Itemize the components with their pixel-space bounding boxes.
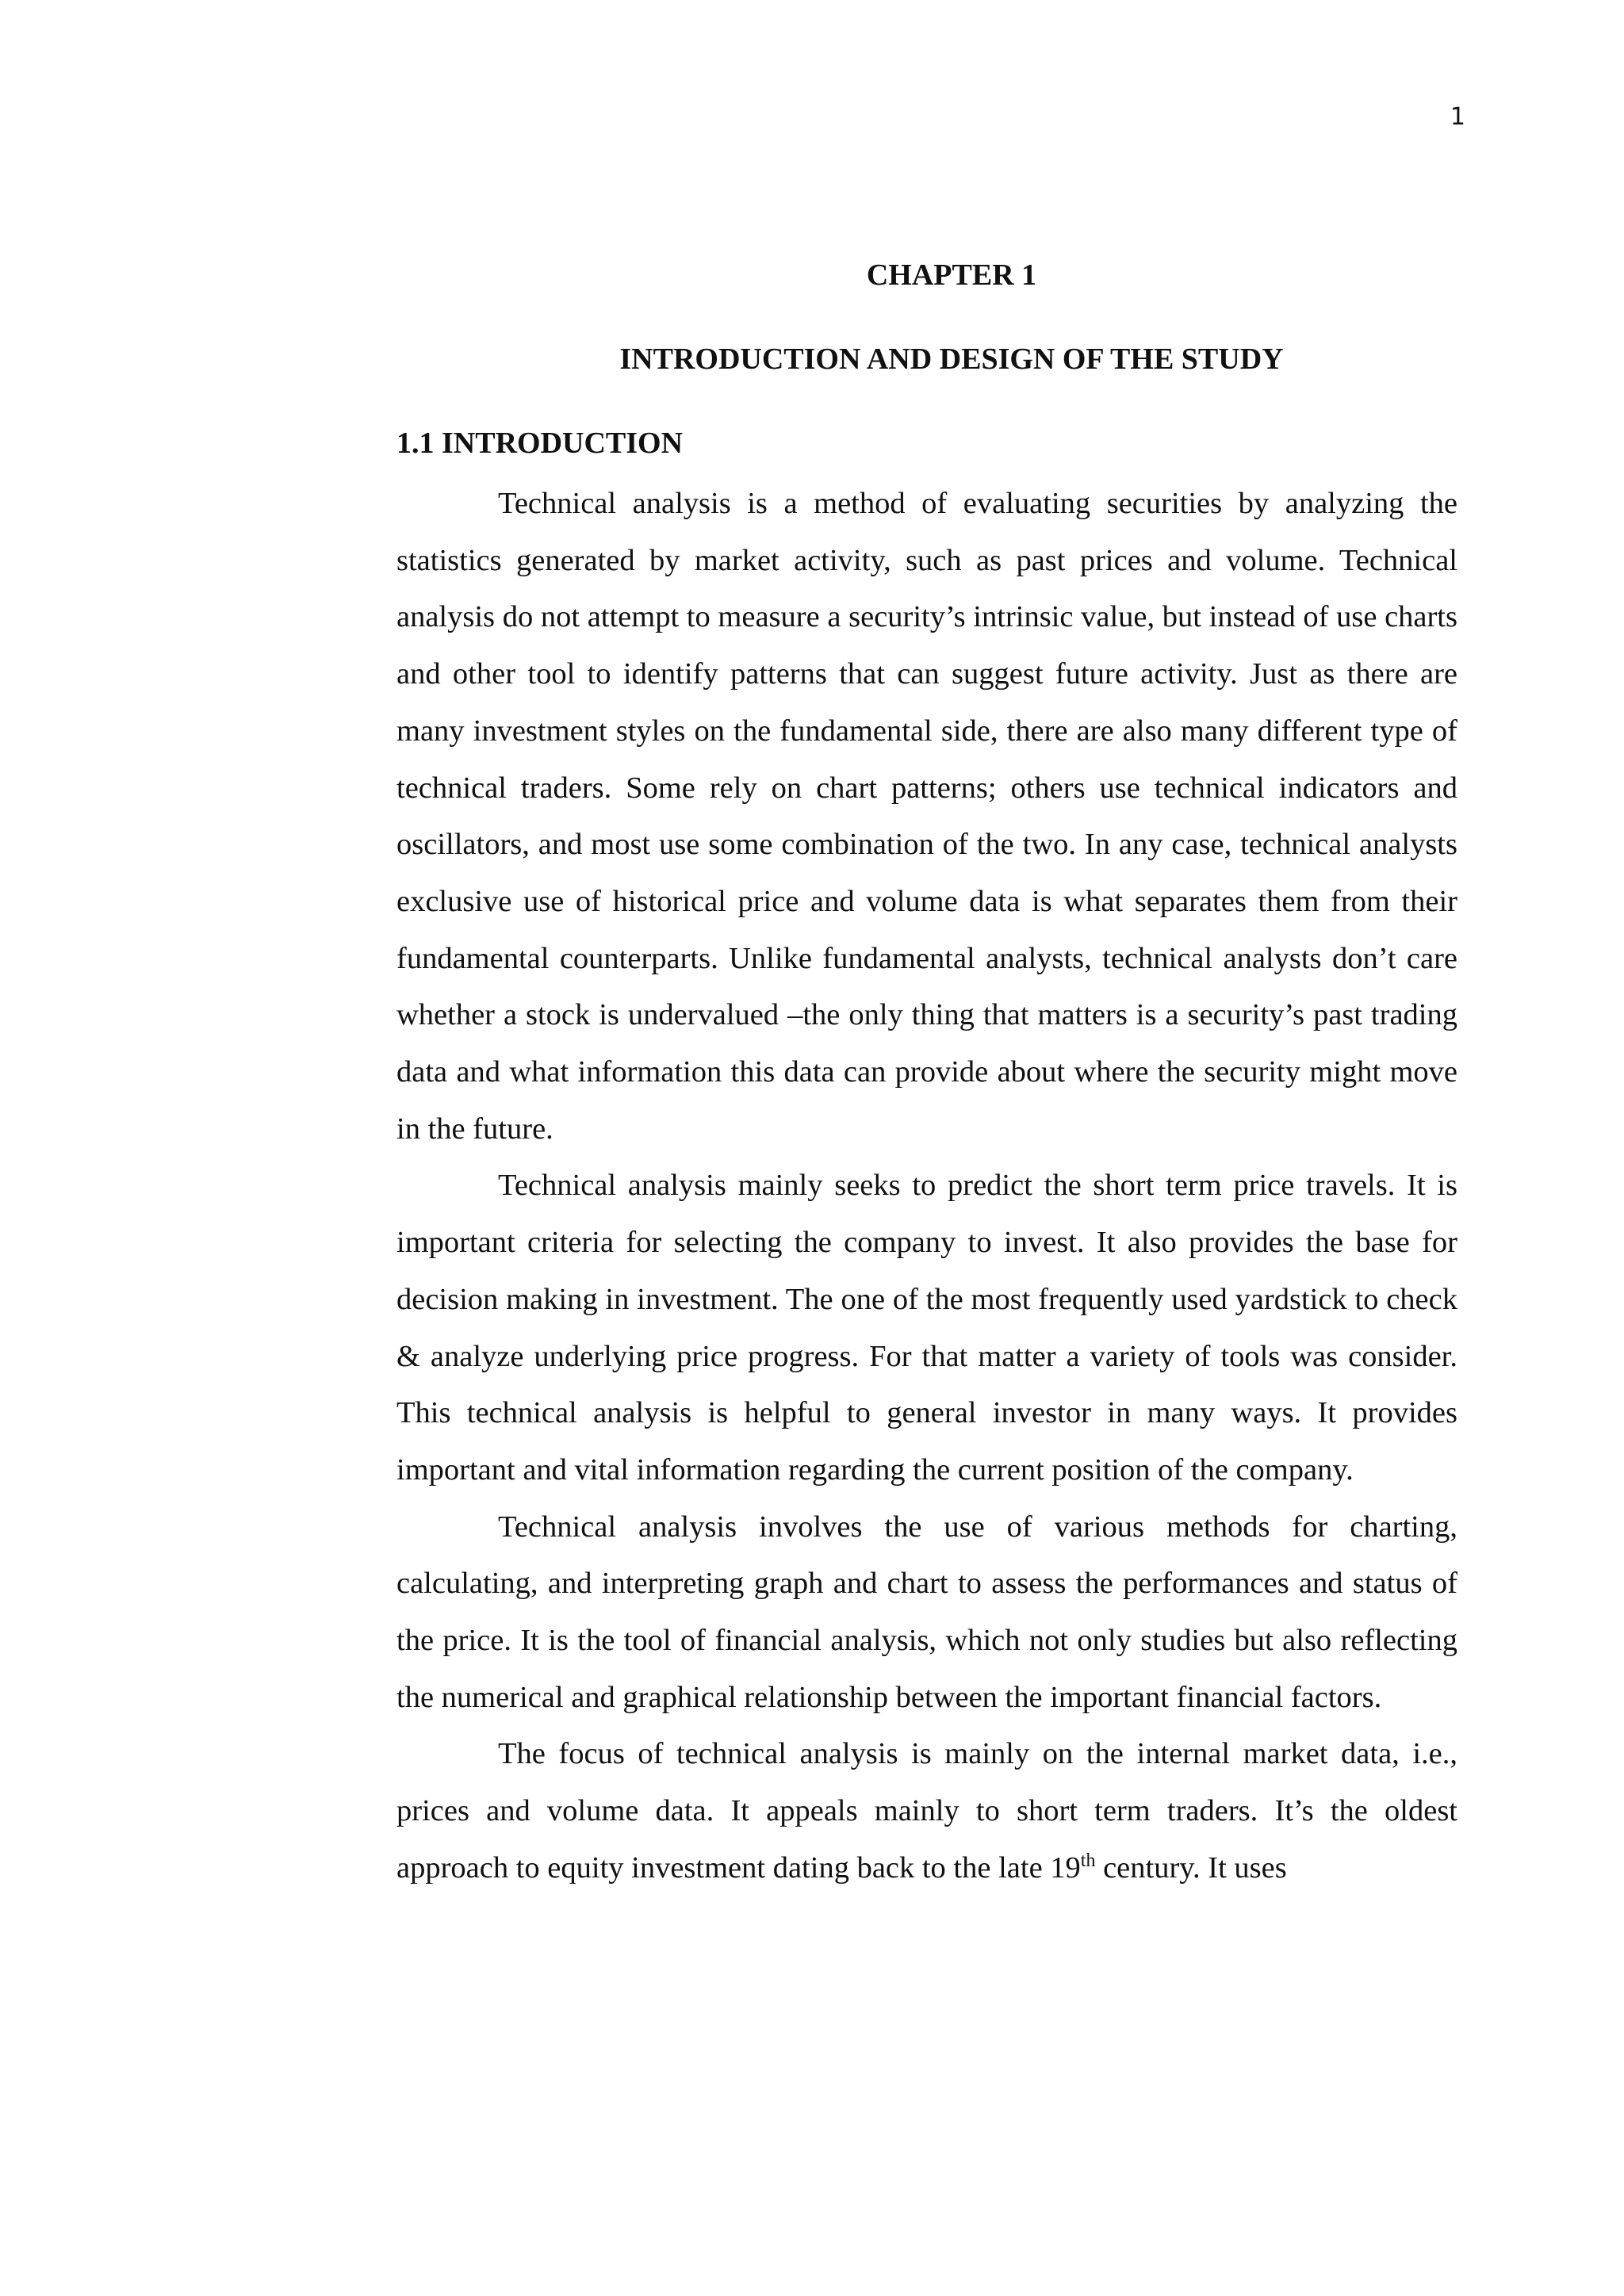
paragraph-text: The focus of technical analysis is mainly on the internal market data, i.e., prices and volume data. It appeals mainly to short term traders. It’s the oldest approach to equity investment dating back to the late 19 [396,1737,1457,1885]
paragraph-text-end: century. It uses [1095,1850,1287,1885]
page-number: 1 [1450,103,1465,131]
paragraph: Technical analysis is a method of evaluating securities by analyzing the statistics generated by market activity, such as past prices and volume. Technical analysis do not attempt to measure a security’s intrinsic value, but instead of use charts and other tool to identify patterns that can suggest future activity. Just as there are many investment styles on the fundamental side, there are also many different type of technical traders. Some rely on chart patterns; others use technical indicators and oscillators, and most use some combination of the two. In any case, technical analysts exclusive use of historical price and volume data is what separates them from their fundamental counterparts. Unlike fundamental analysts, technical analysts don’t care whether a stock is undervalued –the only thing that matters is a security’s past trading data and what information this data can provide about where the security might move in the future. [396,487,1457,1146]
body-text [396,476,1457,1897]
paragraph: Technical analysis involves the use of various methods for charting, calculating, and interpreting graph and chart to assess the performances and status of the price. It is the tool of financial analysis, which not only studies but also reflecting the numerical and graphical relationship between the important financial factors. [396,1510,1457,1714]
paragraph: Technical analysis mainly seeks to predict the short term price travels. It is important criteria for selecting the company to invest. It also provides the base for decision making in investment. The one of the most frequently used yardstick to check & analyze underlying price progress. For that matter a variety of tools was consider. This technical analysis is helpful to general investor in many ways. It provides important and vital information regarding the current position of the company. [396,1169,1457,1487]
chapter-title: INTRODUCTION AND DESIGN OF THE STUDY [619,342,1284,376]
section-heading: 1.1 INTRODUCTION [396,427,684,460]
ordinal-suffix: th [1080,1850,1096,1872]
paragraph [396,1726,1457,1896]
chapter-label: CHAPTER 1 [866,258,1037,292]
